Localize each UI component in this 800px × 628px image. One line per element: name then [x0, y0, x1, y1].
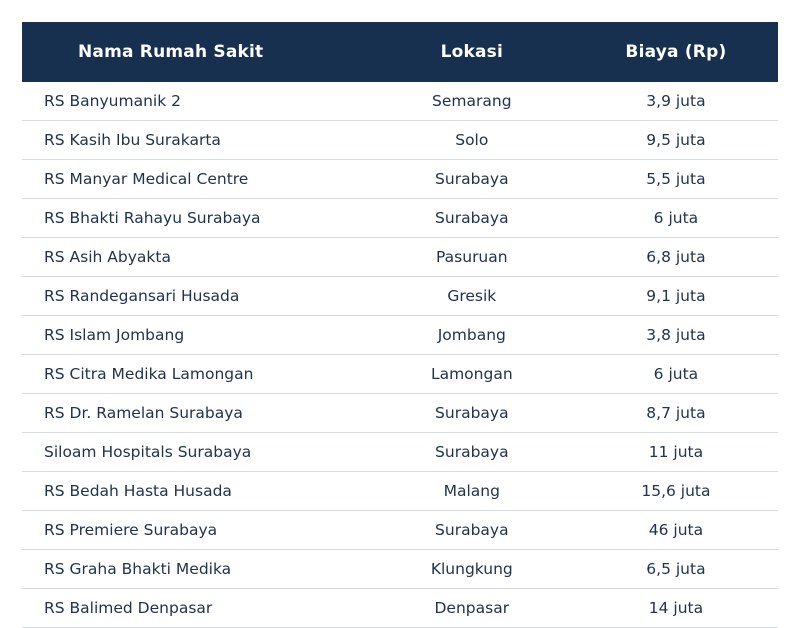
cell-location: Lamongan	[370, 355, 574, 394]
cell-hospital-name: RS Kasih Ibu Surakarta	[22, 121, 370, 160]
cell-location: Surabaya	[370, 511, 574, 550]
cell-hospital-name: RS Balimed Denpasar	[22, 589, 370, 628]
table-row	[22, 355, 778, 394]
cell-location: Pasuruan	[370, 238, 574, 277]
cell-cost: 15,6 juta	[574, 472, 778, 511]
cell-hospital-name: RS Bedah Hasta Husada	[22, 472, 370, 511]
hospital-cost-table	[22, 22, 778, 628]
cell-location: Surabaya	[370, 199, 574, 238]
cell-hospital-name: RS Randegansari Husada	[22, 277, 370, 316]
cell-hospital-name: RS Dr. Ramelan Surabaya	[22, 394, 370, 433]
cell-location: Semarang	[370, 82, 574, 121]
table-row	[22, 121, 778, 160]
cell-cost: 9,5 juta	[574, 121, 778, 160]
table-header	[22, 22, 778, 82]
cell-location: Jombang	[370, 316, 574, 355]
cell-hospital-name: RS Islam Jombang	[22, 316, 370, 355]
cell-location: Klungkung	[370, 550, 574, 589]
cell-hospital-name: Siloam Hospitals Surabaya	[22, 433, 370, 472]
cell-hospital-name: RS Graha Bhakti Medika	[22, 550, 370, 589]
cell-cost: 6,5 juta	[574, 550, 778, 589]
cell-cost: 8,7 juta	[574, 394, 778, 433]
table-row	[22, 199, 778, 238]
table-row	[22, 433, 778, 472]
cell-location: Gresik	[370, 277, 574, 316]
column-header-cost: Biaya (Rp)	[574, 22, 778, 82]
cell-hospital-name: RS Bhakti Rahayu Surabaya	[22, 199, 370, 238]
cell-cost: 6 juta	[574, 199, 778, 238]
table-row	[22, 511, 778, 550]
table-row	[22, 160, 778, 199]
table-row	[22, 472, 778, 511]
column-header-location: Lokasi	[370, 22, 574, 82]
cell-location: Surabaya	[370, 394, 574, 433]
cell-hospital-name: RS Citra Medika Lamongan	[22, 355, 370, 394]
table-row	[22, 394, 778, 433]
table-row	[22, 82, 778, 121]
cell-cost: 11 juta	[574, 433, 778, 472]
cell-cost: 46 juta	[574, 511, 778, 550]
table-header-row	[22, 22, 778, 82]
cell-hospital-name: RS Asih Abyakta	[22, 238, 370, 277]
cell-location: Solo	[370, 121, 574, 160]
cell-cost: 6 juta	[574, 355, 778, 394]
table-row	[22, 550, 778, 589]
cell-location: Surabaya	[370, 160, 574, 199]
cell-cost: 3,9 juta	[574, 82, 778, 121]
cell-hospital-name: RS Manyar Medical Centre	[22, 160, 370, 199]
table-row	[22, 316, 778, 355]
cell-cost: 3,8 juta	[574, 316, 778, 355]
table-row	[22, 277, 778, 316]
cell-hospital-name: RS Banyumanik 2	[22, 82, 370, 121]
cell-cost: 9,1 juta	[574, 277, 778, 316]
cell-cost: 6,8 juta	[574, 238, 778, 277]
cell-location: Malang	[370, 472, 574, 511]
column-header-name: Nama Rumah Sakit	[22, 22, 370, 82]
cell-location: Denpasar	[370, 589, 574, 628]
cell-cost: 5,5 juta	[574, 160, 778, 199]
table-row	[22, 238, 778, 277]
cell-cost: 14 juta	[574, 589, 778, 628]
cell-hospital-name: RS Premiere Surabaya	[22, 511, 370, 550]
table-body	[22, 82, 778, 628]
cell-location: Surabaya	[370, 433, 574, 472]
table-row	[22, 589, 778, 628]
